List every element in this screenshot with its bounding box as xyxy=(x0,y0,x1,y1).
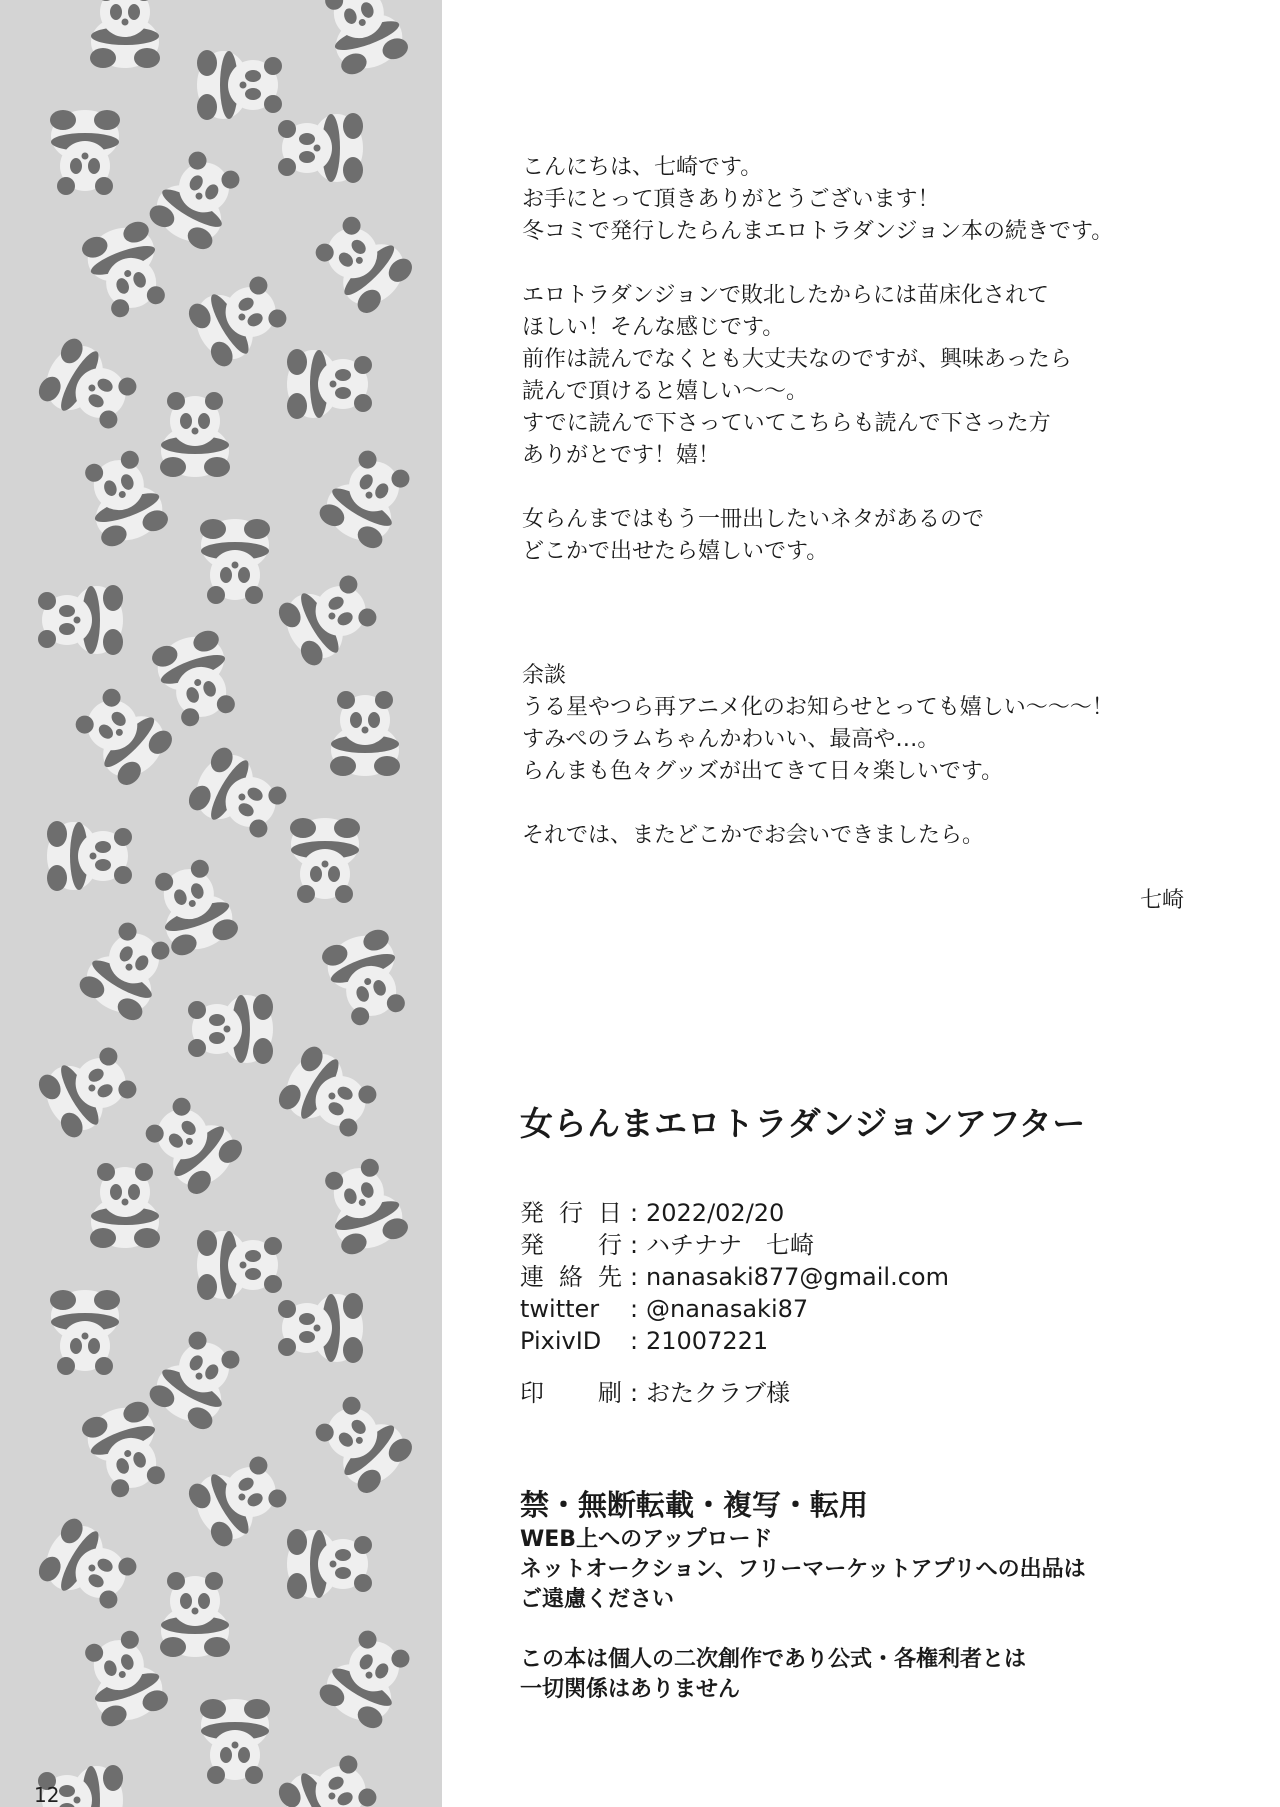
notice-line: ご遠慮ください xyxy=(520,1587,675,1612)
colophon-key: 発行日 xyxy=(520,1199,622,1227)
panda-icon xyxy=(67,680,177,790)
panda-icon xyxy=(79,218,174,322)
copyright-notice xyxy=(520,1485,1086,1705)
panda-icon xyxy=(47,821,132,891)
panda-icon xyxy=(275,1043,384,1146)
colophon-separator: : xyxy=(629,1231,639,1259)
panda-icon xyxy=(330,691,400,776)
colophon-value: おたクラブ様 xyxy=(646,1379,790,1407)
afterword-line: 前作は読んでなくとも大丈夫なのですが、興味あったら xyxy=(522,347,1072,372)
panda-icon xyxy=(90,0,160,68)
afterword-line: すでに読んで下さっていてこちらも読んで下さった方 xyxy=(522,411,1051,436)
panda-icon xyxy=(307,1388,417,1498)
afterword-line: 読んで頂けると嬉しい〜〜。 xyxy=(522,379,809,404)
afterword-line: お手にとって頂きありがとうございます！ xyxy=(522,187,940,212)
panda-icon xyxy=(278,113,363,183)
panda-icon xyxy=(149,627,244,731)
colophon-row xyxy=(520,1197,949,1229)
panda-icon xyxy=(287,1529,372,1599)
colophon-value: ハチナナ 七崎 xyxy=(646,1231,814,1259)
panda-icon xyxy=(79,1398,174,1502)
panda-icon xyxy=(76,446,171,550)
panda-icon xyxy=(316,0,411,78)
afterword-line: こんにちは、七崎です。 xyxy=(522,155,763,180)
colophon-separator: : xyxy=(629,1327,639,1355)
afterword-line: ほしい！そんな感じです。 xyxy=(522,315,785,340)
notice-headline: 禁・無断転載・複写・転用 xyxy=(520,1488,869,1522)
colophon-row xyxy=(520,1229,949,1261)
panda-icon xyxy=(200,519,270,604)
panda-icon xyxy=(316,1154,411,1258)
panda-icon xyxy=(188,994,273,1064)
panda-icon xyxy=(290,818,360,903)
panda-icon xyxy=(38,585,123,655)
colophon-separator: : xyxy=(629,1295,639,1323)
colophon xyxy=(520,1197,949,1409)
panda-icon xyxy=(90,1163,160,1248)
panda-icon xyxy=(76,916,179,1025)
notice-line: ネットオークション、フリーマーケットアプリへの出品は xyxy=(520,1557,1086,1582)
aside-line: うる星やつら再アニメ化のお知らせとっても嬉しい〜〜〜！ xyxy=(522,695,1114,720)
panda-icon xyxy=(35,1515,144,1618)
afterword-line: どこかで出せたら嬉しいです。 xyxy=(522,539,829,564)
panda-icon xyxy=(35,335,144,438)
panda-icon xyxy=(197,1230,282,1300)
colophon-key: 印 刷 xyxy=(520,1379,622,1407)
panda-icon xyxy=(185,1447,294,1550)
panda-icon xyxy=(319,926,414,1030)
panda-icon xyxy=(76,1626,171,1730)
panda-icon xyxy=(278,1293,363,1363)
colophon-separator: : xyxy=(629,1199,639,1227)
panda-icon xyxy=(200,1699,270,1784)
panda-icon xyxy=(160,1572,230,1657)
afterword-line: エロトラダンジョンで敗北したからには苗床化されて xyxy=(522,283,1050,308)
afterword xyxy=(522,152,1113,568)
panda-icon xyxy=(275,1746,384,1807)
colophon-row xyxy=(520,1261,949,1293)
page-number: 12 xyxy=(34,1783,60,1807)
panda-icon xyxy=(316,444,419,553)
colophon-key: PixivID xyxy=(520,1327,602,1355)
colophon-key: twitter xyxy=(520,1295,600,1323)
panda-icon xyxy=(146,1325,249,1434)
colophon-value: nanasaki877@gmail.com xyxy=(646,1263,949,1291)
colophon-separator: : xyxy=(629,1263,639,1291)
aside-line: すみぺのラムちゃんかわいい、最高や…。 xyxy=(522,727,940,752)
colophon-separator: : xyxy=(629,1379,639,1407)
panda-icon xyxy=(275,566,384,669)
panda-icon xyxy=(307,208,417,318)
panda-pattern xyxy=(0,0,442,1807)
panda-pattern-sidebar xyxy=(0,0,442,1807)
afterword-line: 女らんまではもう一冊出したいネタがあるので xyxy=(522,507,985,532)
panda-icon xyxy=(35,1038,144,1141)
panda-icon xyxy=(146,145,249,254)
colophon-value: 2022/02/20 xyxy=(646,1199,785,1227)
colophon-value: @nanasaki87 xyxy=(646,1295,809,1323)
panda-icon xyxy=(185,744,294,847)
disclaimer-line: この本は個人の二次創作であり公式・各権利者とは xyxy=(520,1647,1027,1672)
aside-heading: 余談 xyxy=(522,663,567,688)
closing-line: それでは、またどこかでお会いできましたら。 xyxy=(522,823,985,848)
book-title: 女らんまエロトラダンジョンアフター xyxy=(520,1104,1086,1143)
notice-line: WEB上へのアップロード xyxy=(520,1527,773,1552)
colophon-key: 発 行 xyxy=(520,1231,622,1259)
disclaimer-line: 一切関係はありません xyxy=(520,1677,741,1702)
aside-line: らんまも色々グッズが出てきて日々楽しいです。 xyxy=(522,759,1004,784)
panda-icon xyxy=(185,267,294,370)
colophon-row-print xyxy=(520,1377,949,1409)
panda-icon xyxy=(316,1624,419,1733)
panda-icon xyxy=(287,349,372,419)
colophon-key: 連絡先 xyxy=(520,1263,622,1291)
panda-icon xyxy=(50,110,120,195)
afterword-line: 冬コミで発行したらんまエロトラダンジョン本の続きです。 xyxy=(522,219,1114,244)
panda-icon xyxy=(197,50,282,120)
signature: 七崎 xyxy=(1140,888,1185,913)
panda-icon xyxy=(50,1290,120,1375)
colophon-value: 21007221 xyxy=(646,1327,769,1355)
colophon-row xyxy=(520,1293,949,1325)
panda-icon xyxy=(160,392,230,477)
panda-icon xyxy=(137,1089,247,1199)
afterword-line: ありがとです！嬉！ xyxy=(522,443,721,468)
aside-section xyxy=(522,660,1114,852)
colophon-row xyxy=(520,1325,949,1357)
